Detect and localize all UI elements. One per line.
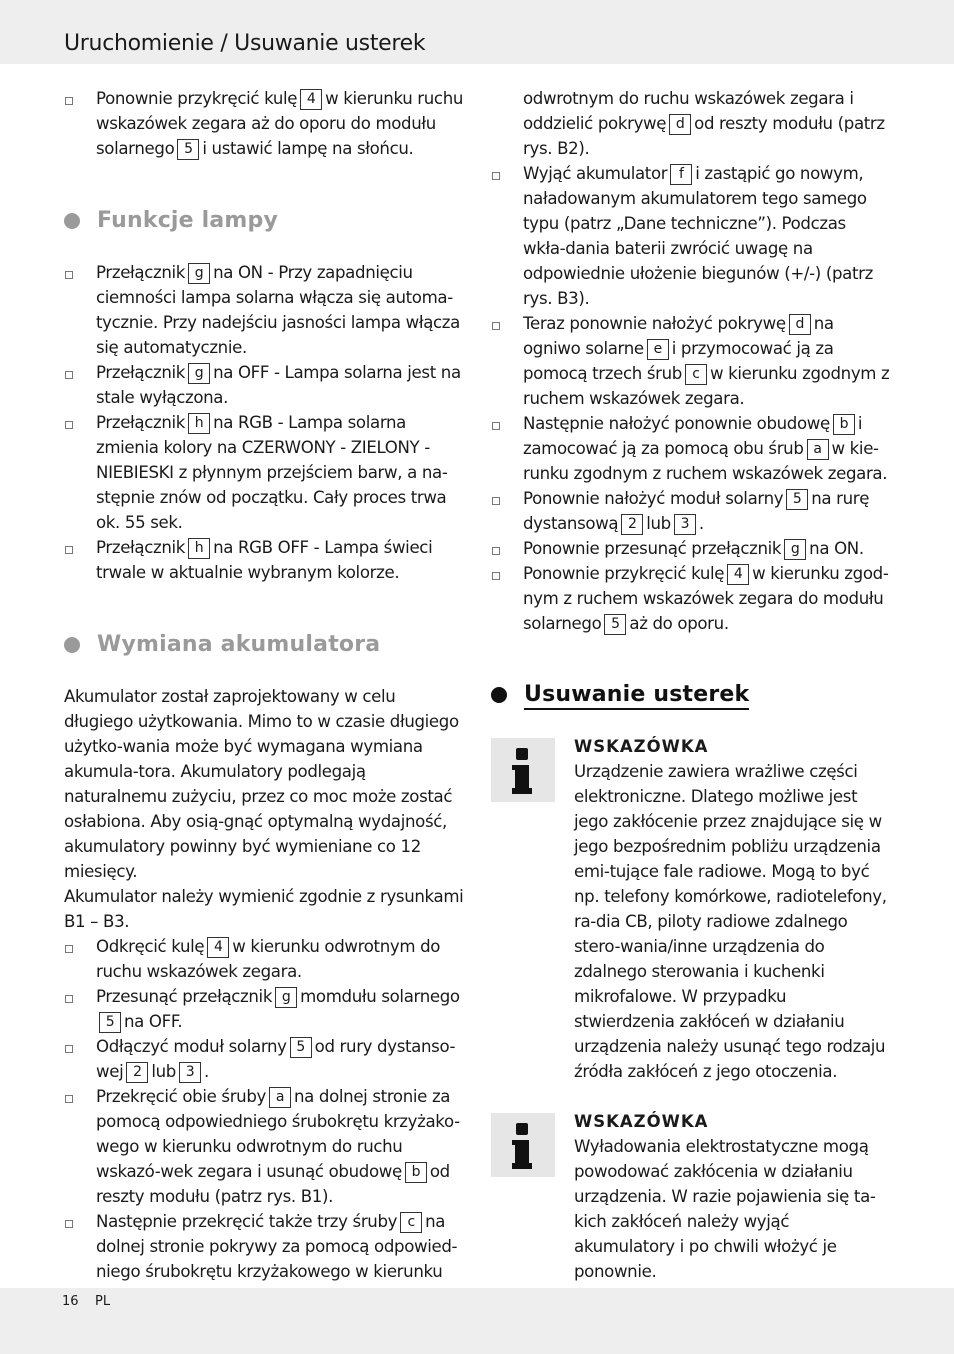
battery-list bbox=[64, 934, 464, 1284]
intro-list bbox=[64, 86, 464, 161]
part-reference: 4 bbox=[300, 89, 322, 110]
part-reference: c bbox=[400, 1212, 422, 1233]
list-item: Przekręcić obie śruby a na dolnej stronie za pomocą odpowiedniego śrubokrętu krzyżako-wego w kierunku odwrotnym do ruchu wskazó-wek zegara i usunąć obudowę b od reszty modułu (patrz rys. B1). bbox=[64, 1084, 464, 1209]
bullet-square-icon bbox=[65, 371, 73, 379]
part-reference: d bbox=[789, 314, 811, 335]
part-reference: b bbox=[833, 414, 855, 435]
part-reference: 5 bbox=[99, 1012, 121, 1033]
part-reference: a bbox=[269, 1087, 291, 1108]
battery-paragraph: Akumulator należy wymienić zgodnie z rysunkami B1 – B3. bbox=[64, 887, 464, 931]
bullet-dot-icon bbox=[64, 637, 80, 653]
functions-list bbox=[64, 260, 464, 585]
list-item: Wyjąć akumulator f i zastąpić go nowym, naładowanym akumulatorem tego samego typu (patrz „Dane techniczne”). Podczas wkła-dania baterii zwrócić uwagę na odpowiednie ułożenie biegunów (+/-) (patrz rys. B3). bbox=[491, 161, 891, 311]
note-text: Wyładowania elektrostatyczne mogą powodować zakłócenia w działaniu urządzenia. W razie pojawienia się ta-kich zakłóceń należy wyjąć akumulatory i po chwili włożyć je ponownie. bbox=[574, 1137, 876, 1281]
list-item: Teraz ponownie nałożyć pokrywę d na ogniwo solarne e i przymocować ją za pomocą trzech śrub c w kierunku zgodnym z ruchem wskazówek zegara. bbox=[491, 311, 891, 411]
part-reference: 5 bbox=[290, 1037, 312, 1058]
language-code: PL bbox=[95, 1294, 111, 1309]
section-heading-troubleshooting: Usuwanie usterek bbox=[491, 680, 891, 710]
info-icon bbox=[491, 738, 555, 802]
list-item: Następnie przekręcić także trzy śruby c na dolnej stronie pokrywy za pomocą odpowied-niego śrubokrętu krzyżakowego w kierunku bbox=[64, 1209, 464, 1284]
bullet-dot-icon bbox=[491, 687, 507, 703]
part-reference: e bbox=[647, 339, 669, 360]
list-item: Przesunąć przełącznik g momdułu solarnego5 na OFF. bbox=[64, 984, 464, 1034]
note-title: WSKAZÓWKA bbox=[574, 1112, 709, 1131]
bullet-square-icon bbox=[492, 172, 500, 180]
note-box bbox=[491, 734, 891, 1084]
list-item: Ponownie przykręcić kulę 4 w kierunku zgod-nym z ruchem wskazówek zegara do modułu solarnego 5 aż do oporu. bbox=[491, 561, 891, 636]
part-reference: f bbox=[670, 164, 692, 185]
bullet-dot-icon bbox=[64, 213, 80, 229]
part-reference: c bbox=[685, 364, 707, 385]
part-reference: h bbox=[188, 538, 210, 559]
bullet-square-icon bbox=[65, 1220, 73, 1228]
part-reference: b bbox=[405, 1162, 427, 1183]
part-reference: d bbox=[669, 114, 691, 135]
part-reference: 4 bbox=[727, 564, 749, 585]
right-column bbox=[491, 86, 891, 1284]
bullet-square-icon bbox=[492, 322, 500, 330]
part-reference: g bbox=[275, 987, 297, 1008]
part-reference: 2 bbox=[621, 514, 643, 535]
bullet-square-icon bbox=[492, 572, 500, 580]
footer-bar bbox=[0, 1288, 954, 1354]
continued-text: odwrotnym do ruchu wskazówek zegara i oddzielić pokrywę d od reszty modułu (patrz rys. B2). bbox=[523, 89, 885, 158]
list-item: Przełącznik g na OFF - Lampa solarna jest na stale wyłączona. bbox=[64, 360, 464, 410]
bullet-square-icon bbox=[65, 995, 73, 1003]
bullet-square-icon bbox=[65, 1045, 73, 1053]
part-reference: 5 bbox=[786, 489, 808, 510]
list-item: Przełącznik h na RGB - Lampa solarna zmienia kolory na CZERWONY - ZIELONY - NIEBIESKI z płynnym przejściem barw, a na-stępnie znów od początku. Cały proces trwa ok. 55 sek. bbox=[64, 410, 464, 535]
bullet-square-icon bbox=[492, 422, 500, 430]
part-reference: h bbox=[188, 413, 210, 434]
list-item: Odłączyć moduł solarny 5 od rury dystanso-wej 2 lub 3 . bbox=[64, 1034, 464, 1084]
part-reference: 3 bbox=[674, 514, 696, 535]
note-box bbox=[491, 1109, 891, 1284]
left-column bbox=[64, 86, 464, 1284]
list-item: Przełącznik g na ON - Przy zapadnięciu ciemności lampa solarna włącza się automa-tycznie. Przy nadejściu jasności lampa włącza się automatycznie. bbox=[64, 260, 464, 360]
bullet-square-icon bbox=[65, 945, 73, 953]
list-item: Następnie nałożyć ponownie obudowę b i zamocować ją za pomocą obu śrub a w kie-runku zgodnym z ruchem wskazówek zegara. bbox=[491, 411, 891, 486]
part-reference: 5 bbox=[604, 614, 626, 635]
bullet-square-icon bbox=[65, 1095, 73, 1103]
reassembly-list bbox=[491, 161, 891, 636]
list-item: Ponownie przykręcić kulę 4 w kierunku ruchu wskazówek zegara aż do oporu do modułu solarnego 5 i ustawić lampę na słońcu. bbox=[64, 86, 464, 161]
note-text: Urządzenie zawiera wrażliwe części elektroniczne. Dlatego możliwe jest jego zakłócenie przez znajdujące się w jego bezpośrednim pobliżu urządzenia emi-tujące fale radiowe. Mogą to być np. telefony komórkowe, radiotelefony, ra-dia CB, piloty radiowe zdalnego stero-wania/inne urządzenia do zdalnego sterowania i kuchenki mikrofalowe. W przypadku stwierdzenia zakłóceń w działaniu urządzenia należy usunąć tego rodzaju źródła zakłóceń z jego otoczenia. bbox=[574, 762, 887, 1081]
list-item: Przełącznik h na RGB OFF - Lampa świeci trwale w aktualnie wybranym kolorze. bbox=[64, 535, 464, 585]
part-reference: g bbox=[188, 363, 210, 384]
bullet-square-icon bbox=[492, 497, 500, 505]
section-heading-battery: Wymiana akumulatora bbox=[64, 630, 464, 660]
bullet-square-icon bbox=[65, 97, 73, 105]
battery-paragraph: Akumulator został zaprojektowany w celu długiego użytkowania. Mimo to w czasie długiego użytko-wania może być wymagana wymiana akumula-tora. Akumulatory podlegają naturalnemu zużyciu, przez co moc może zostać osłabiona. Aby osią-gnąć optymalną wydajność, akumulatory powinny być wymieniane co 12 miesięcy. bbox=[64, 687, 459, 881]
info-icon bbox=[491, 1113, 555, 1177]
part-reference: a bbox=[807, 439, 829, 460]
part-reference: 4 bbox=[207, 937, 229, 958]
part-reference: 5 bbox=[177, 139, 199, 160]
list-item: Ponownie nałożyć moduł solarny 5 na rurę dystansową 2 lub 3 . bbox=[491, 486, 891, 536]
bullet-square-icon bbox=[65, 271, 73, 279]
part-reference: 2 bbox=[126, 1062, 148, 1083]
bullet-square-icon bbox=[65, 546, 73, 554]
note-title: WSKAZÓWKA bbox=[574, 737, 709, 756]
part-reference: g bbox=[784, 539, 806, 560]
section-heading-functions: Funkcje lampy bbox=[64, 206, 464, 236]
bullet-square-icon bbox=[65, 421, 73, 429]
list-item: Ponownie przesunąć przełącznik g na ON. bbox=[491, 536, 891, 561]
part-reference: g bbox=[188, 263, 210, 284]
part-reference: 3 bbox=[179, 1062, 201, 1083]
page-title: Uruchomienie / Usuwanie usterek bbox=[64, 31, 426, 56]
page-number: 16 bbox=[62, 1294, 79, 1309]
list-item: Odkręcić kulę 4 w kierunku odwrotnym do ruchu wskazówek zegara. bbox=[64, 934, 464, 984]
bullet-square-icon bbox=[492, 547, 500, 555]
